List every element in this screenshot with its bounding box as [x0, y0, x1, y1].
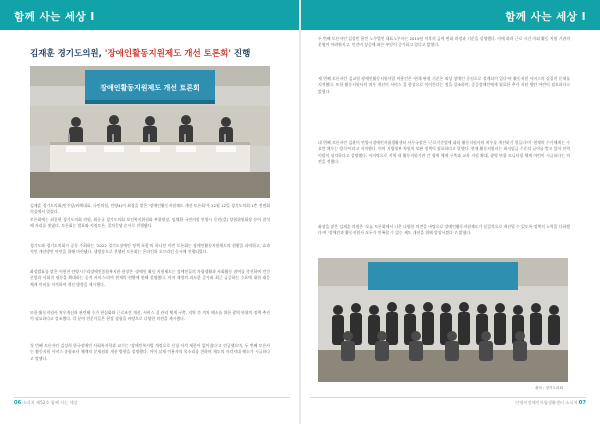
- left-paragraph-4: 좌장발표를 맡은 이현진 안양시수리장애인종합복지관 관장은 '장애인 활동 지원제도는 장애인들의 자립생활과 사회활동 참여를 촉진하여 인간 존엄과 사회적 평등을 확대하는 공적 서비스'라며 현재의 현황에 관해 설명했다. 이어 재정의 과도한 증가와 최근 급증하는 수요에 대한 대응 체계 미비를 지적하며 개선 방향을 제시했다.: [30, 269, 270, 287]
- left-paragraph-6: 첫 번째 토론자인 김성희 한국장애인 사회복지학과 교수는 '장애인복지법 개정으로 신청 자격 제한이 없어졌다'고 언급했으며, 두 번째 토론자는 활동지원 서비스 종합조사 체계의 문제점과 개선 방향을 설명했다. 이어 실제 이용자의 목소리를 전하며 제도의 사각지대 해소가 시급하다고 말했다.: [30, 343, 270, 361]
- article-title-prefix: 김재훈 경기도의원,: [30, 49, 105, 59]
- right-paragraph-2: 세 번째 토론자인 김교원 장애인활동지원사업 이용인은 '현재 판정 기준은 와상 장애인 중심으로 설계되어 있다'며 활동지원 서비스의 실질적 문제를 지적했다. 또한 활동지원사의 처우 개선이 서비스 질 향상으로 이어진다는 점을 강조하며, 중증장애인에게 필요한 추가 지원 방안 마련이 필요하다고 밝혔다.: [318, 76, 570, 94]
- page-gutter: [299, 0, 301, 424]
- right-section-title: 함께 사는 세상 Ⅰ: [505, 11, 586, 23]
- left-footer-line: [14, 397, 290, 398]
- group-photo: [318, 258, 568, 382]
- left-section-title: 함께 사는 세상 Ⅰ: [14, 11, 95, 23]
- right-footer: [515, 400, 586, 406]
- left-footer: [14, 400, 78, 406]
- right-footer-line: [310, 397, 586, 398]
- photo-caption: 출처 : 경기도의회: [535, 386, 563, 390]
- right-paragraph-1: 두 번째 토론자인 김성민 용인 노무법인 대표노무사는 2019년 이후의 급여 변화 과정과 기준을 설명했다. 이에 따라 근로 시간 이외 활동 지원 기관의 운영이 어려워지고, 인건비 상승에 따른 부담이 증가하고 있다고 밝혔다.: [318, 36, 570, 48]
- left-paragraph-5: 또한 활동지원사 처우개선과 관련해 수가 현실화와 근로조건 개선, 서비스 질 관리 체계 구축, 지역 간 격차 해소를 위한 광역 단위의 정책 추진이 필요하다고 강조했다. 각 분야 전문가들은 현장 경험을 바탕으로 다양한 의견을 제시했다.: [30, 310, 270, 322]
- left-page-number: 06: [14, 400, 22, 406]
- right-section-header: [301, 0, 600, 30]
- article-title-accent: '장애인활동지원제도 개선 토론회': [104, 49, 231, 59]
- right-paragraph-4: 좌장을 맡은 김재훈 의원은 '오늘 토론회에서 나온 다양한 의견을 바탕으로 장애인활동지원제도가 실질적으로 개선될 수 있도록 정책적 노력을 다하겠다'며 '장애인과 활동지원사 모두가 만족할 수 있는 제도 개선을 위해 앞장서겠다'고 밝혔다.: [318, 224, 570, 236]
- left-paragraph-2: 토론회에는 최종현 경기도의회 의원, 최중규 경기도의회 보건복지위원회 부위원장, 임채환 국민의힘 안양시 동안(갑) 당협위원회장 등이 참석해 자리를 빛냈다. 토론회는 발표와 지정토론, 질의응답 순서로 진행됐다.: [30, 217, 270, 229]
- left-section-header: [0, 0, 299, 30]
- right-page-number: 07: [578, 400, 586, 406]
- right-paragraph-3: 네 번째 토론자인 김윤미 안양시장애인자립생활센터 사무국장은 '근로기준법에 따라 활동지원사의 처우를 개선하기 힘들다'며 '현재의 수가체계는 수요만 채우는 방식'이라고 지적했다. 이어 지방정부 차원의 보완 정책이 필요하다고 말했다. 현재 활동지원사는 최저임금 수준의 급여를 받고 있어 인력 이탈이 심각하다고 설명했다. 마지막으로 지역 내 활동지원기관 간 협력 체계 구축과 교육 지원 확대, 광역 단위 모니터링 체계 마련이 시급하다는 의견을 전했다.: [318, 140, 570, 165]
- banner-text: 장애인활동지원제도 개선 토론회: [100, 84, 200, 92]
- left-paragraph-1: 김재훈 경기도의회(민주당/비례대표, 국민의힘, 안양4)이 좌장을 맡은 '장애인활동지원제도 개선 토론회'가 12월 12일 경기도의회 1층 전면회의실에서 열렸다.: [30, 203, 270, 215]
- right-footer-text: 안양시장애인자립생활센터 소식지: [515, 400, 578, 405]
- left-paragraph-3: 경기도와 경기도의회가 공동 주최하는 '2022 경기도장애인 정책 포럼'의 하나인 이번 토론회는 장애인활동지원제도의 현황을 파악하고, 효과적인 개선방안 마련을 위해 마련됐다. 생방송으로 진행된 토론회는 온라인과 오프라인 동시에 진행되었다.: [30, 243, 270, 255]
- article-title: [30, 47, 250, 59]
- article-title-suffix: 진행: [230, 49, 251, 59]
- left-footer-text: 소식지 제52호 함께 사는 세상: [22, 400, 78, 405]
- panel-discussion-photo: [30, 66, 270, 198]
